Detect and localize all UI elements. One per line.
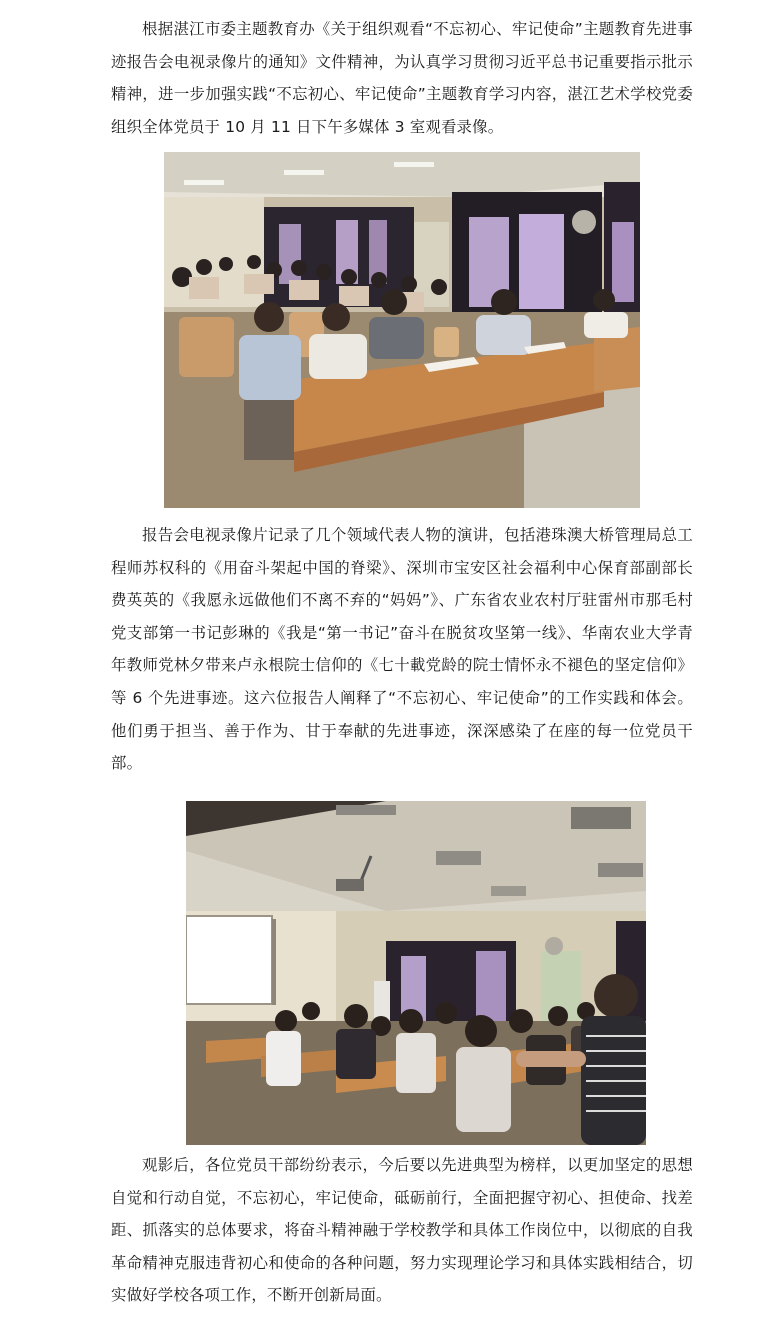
meeting-photo-projector-screen [186, 801, 646, 1145]
article-paragraph-1: 根据湛江市委主题教育办《关于组织观看“不忘初心、牢记使命”主题教育先进事迹报告会电视录像片的通知》文件精神，为认真学习贯彻习近平总书记重要指示批示精神，进一步加强实践“不忘初心、牢记使命”主题教育学习内容，湛江艺术学校党委组织全体党员于 10 月 11 日下午多媒体 3 室观看录像。 [111, 20, 693, 136]
meeting-photo-front-rows [164, 152, 640, 508]
article-paragraph-3: 观影后，各位党员干部纷纷表示，今后要以先进典型为榜样，以更加坚定的思想自觉和行动自觉，不忘初心，牢记使命，砥砺前行，全面把握守初心、担使命、找差距、抓落实的总体要求，将奋斗精神融于学校教学和具体工作岗位中，以彻底的自我革命精神克服违背初心和使命的各种问题，努力实现理论学习和具体实践相结合，切实做好学校各项工作，不断开创新局面。 [111, 1156, 693, 1305]
article-paragraph-2: 报告会电视录像片记录了几个领域代表人物的演讲，包括港珠澳大桥管理局总工程师苏权科的《用奋斗架起中国的脊梁》、深圳市宝安区社会福利中心保育部副部长费英英的《我愿永远做他们不离不弃的“妈妈”》、广东省农业农村厅驻雷州市那毛村党支部第一书记彭琳的《我是“第一书记”奋斗在脱贫攻坚第一线》、华南农业大学青年教师党林夕带来卢永根院士信仰的《七十載党龄的院士情怀永不褪色的坚定信仰》等 6 个先进事迹。这六位报告人阐释了“不忘初心、牢记使命”的工作实践和体会。他们勇于担当、善于作为、甘于奉献的先进事迹，深深感染了在座的每一位党员干部。 [111, 526, 693, 773]
